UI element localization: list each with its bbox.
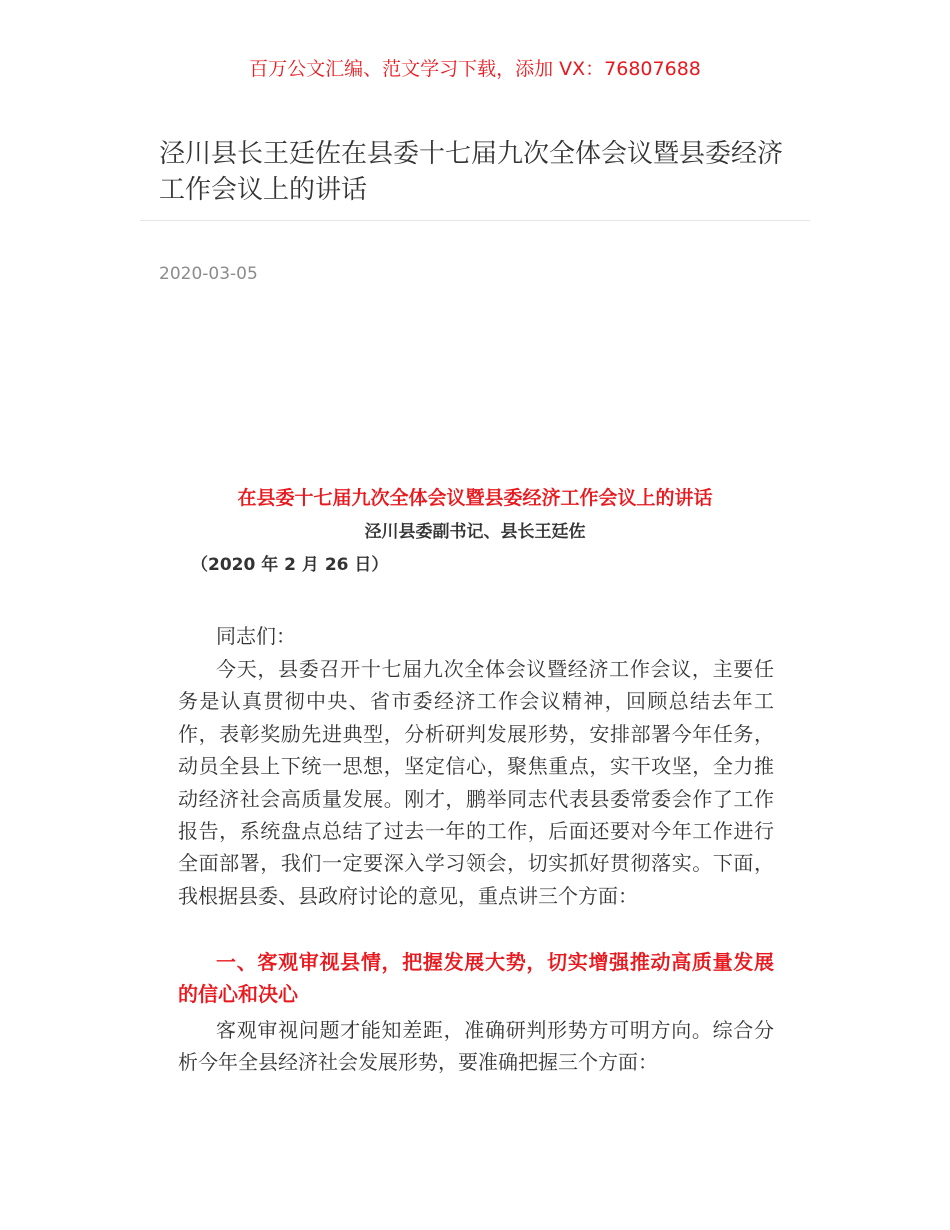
speech-date: （2020 年 2 月 26 日） — [191, 555, 389, 575]
title-divider — [140, 220, 810, 221]
speech-heading: 在县委十七届九次全体会议暨县委经济工作会议上的讲话 — [237, 487, 713, 509]
paragraph-section-1: 客观审视问题才能知差距，准确研判形势方可明方向。综合分析今年全县经济社会发展形势，要准确把握三个方面： — [178, 1018, 774, 1075]
publish-date: 2020-03-05 — [159, 264, 258, 284]
section-heading-1: 一、客观审视县情，把握发展大势，切实增强推动高质量发展的信心和决心 — [178, 950, 774, 1007]
article-title: 泾川县长王廷佐在县委十七届九次全体会议暨县委经济工作会议上的讲话 — [159, 139, 784, 205]
greeting: 同志们： — [216, 624, 296, 648]
paragraph-intro: 今天，县委召开十七届九次全体会议暨经济工作会议，主要任务是认真贯彻中央、省市委经济工作会议精神，回顾总结去年工作，表彰奖励先进典型，分析研判发展形势，安排部署今年任务，动员全县上下统一思想，坚定信心，聚焦重点，实干攻坚，全力推动经济社会高质量发展。刚才，鹏举同志代表县委常委会作了工作报告，系统盘点总结了过去一年的工作，后面还要对今年工作进行全面部署，我们一定要深入学习领会，切实抓好贯彻落实。下面，我根据县委、县政府讨论的意见，重点讲三个方面： — [178, 657, 774, 908]
speaker-line: 泾川县委副书记、县长王廷佐 — [364, 522, 586, 542]
promo-banner: 百万公文汇编、范文学习下载，添加 VX：76807688 — [249, 58, 701, 80]
